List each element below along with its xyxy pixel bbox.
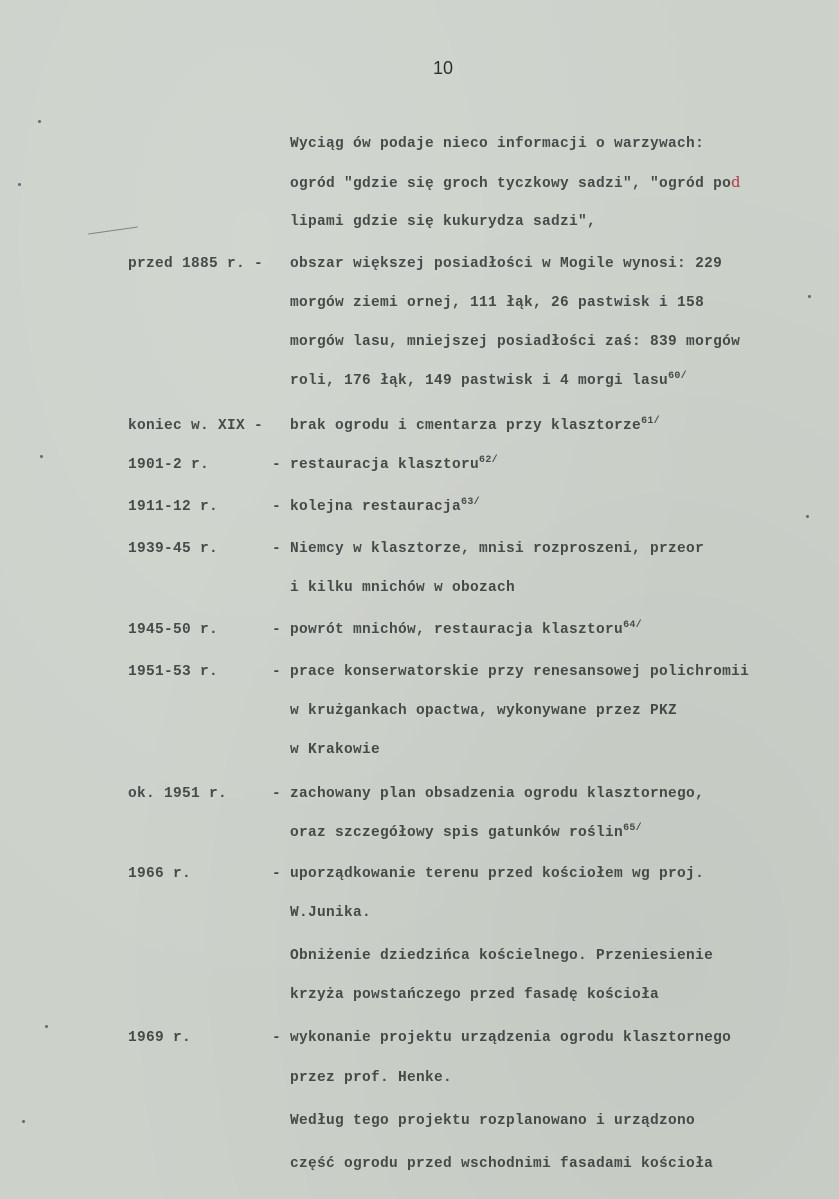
footnote-ref: 64/ xyxy=(623,620,642,632)
entry-text: uporządkowanie terenu przed kościołem wg proj. xyxy=(290,866,705,882)
entry-text-content: restauracja klasztoru xyxy=(290,457,480,473)
entry-date: 1969 r. xyxy=(128,1030,192,1046)
entry-text-content: oraz szczegółowy spis gatunków roślin xyxy=(290,825,624,841)
entry-date: ok. 1951 r. xyxy=(128,786,228,802)
page-number: 10 xyxy=(433,58,454,78)
scan-speck xyxy=(45,1025,48,1028)
entry-text: Według tego projektu rozplanowano i urządzono xyxy=(290,1113,696,1129)
entry-text: Niemcy w klasztorze, mnisi rozproszeni, przeor xyxy=(290,541,705,557)
entry-text: w krużgankach opactwa, wykonywane przez PKZ xyxy=(290,703,678,719)
scan-speck xyxy=(38,120,41,123)
entry-dash: - xyxy=(272,786,282,802)
entry-dash: - xyxy=(272,664,282,680)
entry-date: 1951-53 r. xyxy=(128,664,219,680)
entry-dash: - xyxy=(272,1030,282,1046)
intro-line-2-text: ogród "gdzie się groch tyczkowy sadzi", "ogród po xyxy=(290,176,732,192)
entry-date: 1901-2 r. xyxy=(128,457,210,473)
scan-speck xyxy=(808,295,811,298)
footnote-ref: 61/ xyxy=(641,416,660,428)
entry-text: obszar większej posiadłości w Mogile wynosi: 229 xyxy=(290,256,723,272)
scan-speck xyxy=(18,183,21,186)
entry-text xyxy=(290,418,660,434)
footnote-ref: 63/ xyxy=(461,497,480,509)
intro-line-3: lipami gdzie się kukurydza sadzi", xyxy=(290,214,597,230)
entry-text-content: brak ogrodu i cmentarza przy klasztorze xyxy=(290,418,642,434)
entry-dash: - xyxy=(272,866,282,882)
entry-text-content: roli, 176 łąk, 149 pastwisk i 4 morgi lasu xyxy=(290,373,669,389)
entry-dash: - xyxy=(272,541,282,557)
entry-text: morgów lasu, mniejszej posiadłości zaś: 839 morgów xyxy=(290,334,741,350)
entry-text: prace konserwatorskie przy renesansowej polichromii xyxy=(290,664,750,680)
entry-date: 1911-12 r. xyxy=(128,499,219,515)
entry-text xyxy=(290,825,642,841)
entry-text: W.Junika. xyxy=(290,905,372,921)
entry-dash: - xyxy=(272,622,282,638)
footnote-ref: 62/ xyxy=(479,455,498,467)
entry-dash: - xyxy=(272,499,282,515)
intro-line-1: Wyciąg ów podaje nieco informacji o warzywach: xyxy=(290,136,705,152)
footnote-ref: 65/ xyxy=(623,823,642,835)
entry-text xyxy=(290,457,498,473)
entry-text: zachowany plan obsadzenia ogrodu klasztornego, xyxy=(290,786,705,802)
entry-date: 1945-50 r. xyxy=(128,622,219,638)
entry-text: przez prof. Henke. xyxy=(290,1070,453,1086)
entry-text: część ogrodu przed wschodnimi fasadami kościoła xyxy=(290,1156,714,1172)
entry-date: 1966 r. xyxy=(128,866,192,882)
entry-date: koniec w. XIX - xyxy=(128,418,264,434)
handwritten-correction: d xyxy=(731,175,741,191)
entry-text: morgów ziemi ornej, 111 łąk, 26 pastwisk i 158 xyxy=(290,295,705,311)
entry-text xyxy=(290,499,480,515)
entry-text-content: powrót mnichów, restauracja klasztoru xyxy=(290,622,624,638)
scan-speck xyxy=(806,515,809,518)
entry-text: w Krakowie xyxy=(290,742,381,758)
scan-speck xyxy=(22,1120,25,1123)
entry-text: wykonanie projektu urządzenia ogrodu klasztornego xyxy=(290,1030,732,1046)
entry-text xyxy=(290,622,642,638)
intro-line-2 xyxy=(290,175,741,192)
entry-text: Obniżenie dziedzińca kościelnego. Przeniesienie xyxy=(290,948,714,964)
scan-mark xyxy=(88,227,138,235)
entry-date: 1939-45 r. xyxy=(128,541,219,557)
entry-text xyxy=(290,373,687,389)
entry-text: i kilku mnichów w obozach xyxy=(290,580,516,596)
entry-text: krzyża powstańczego przed fasadę kościoła xyxy=(290,987,660,1003)
entry-date: przed 1885 r. - xyxy=(128,256,264,272)
entry-dash: - xyxy=(272,457,282,473)
entry-text-content: kolejna restauracja xyxy=(290,499,462,515)
footnote-ref: 60/ xyxy=(668,371,687,383)
scan-speck xyxy=(40,455,43,458)
